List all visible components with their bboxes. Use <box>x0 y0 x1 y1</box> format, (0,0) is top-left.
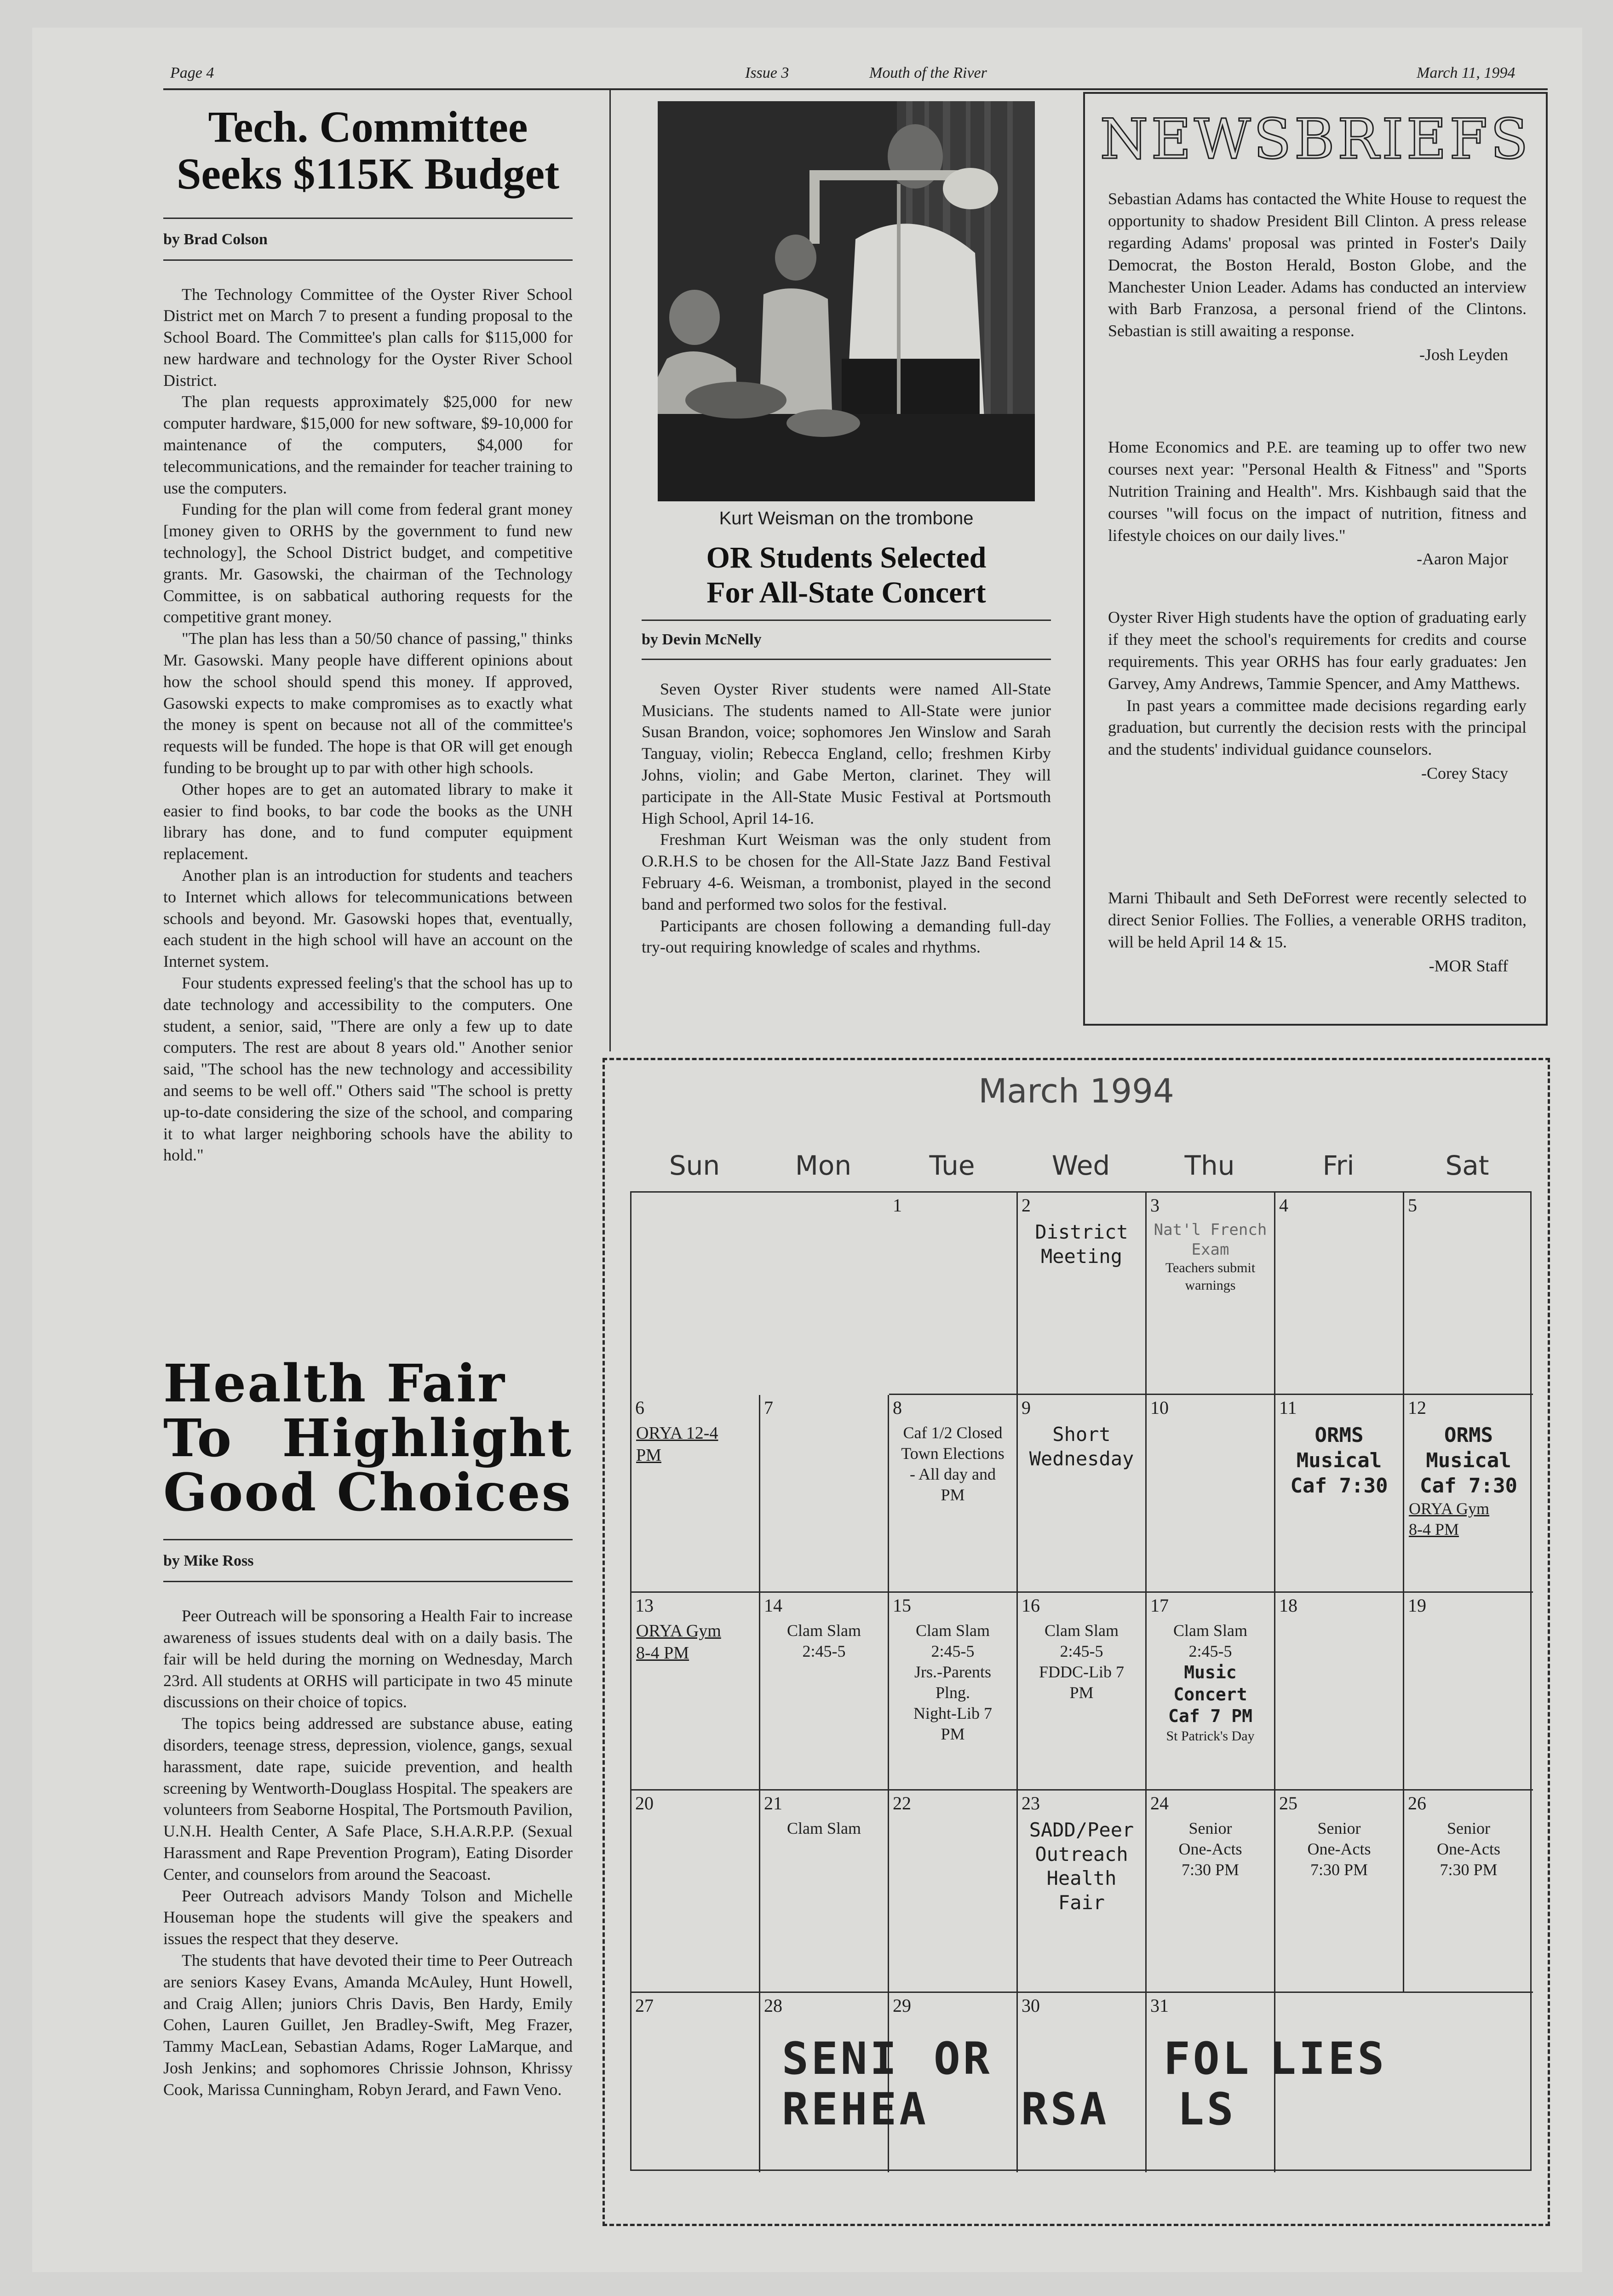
calendar-event-line: ORMS <box>1315 1424 1364 1447</box>
calendar-event-line: Clam Slam <box>787 1819 861 1837</box>
brief-early-grad <box>1108 607 1527 785</box>
calendar-day-number: 28 <box>764 1995 782 2016</box>
calendar-day-number: 1 <box>893 1195 902 1216</box>
calendar-event-line: Clam Slam <box>1045 1621 1119 1640</box>
calendar-day-cell <box>1275 1593 1404 1791</box>
calendar-event-line: warnings <box>1185 1277 1236 1293</box>
tech-body <box>163 284 573 1166</box>
calendar-event-line: 2:45-5 <box>802 1642 846 1660</box>
calendar-event-line: Caf 7 PM <box>1168 1706 1253 1726</box>
tech-rule-top <box>163 218 573 219</box>
calendar-day-cell <box>760 1593 889 1791</box>
calendar-day-number: 25 <box>1279 1793 1297 1814</box>
allstate-headline-1: OR Students Selected <box>706 541 987 574</box>
calendar-event-line: Clam Slam <box>1173 1621 1247 1640</box>
allstate-body <box>642 678 1051 958</box>
calendar-day-cell <box>760 1791 889 1993</box>
calendar-events <box>1018 1423 1145 1471</box>
calendar-event-line: Plng. <box>935 1683 970 1702</box>
calendar-events <box>1147 1620 1274 1745</box>
calendar-event-line: Outreach <box>1035 1843 1128 1866</box>
calendar-day-cell <box>1018 1993 1147 2172</box>
paragraph: Peer Outreach advisors Mandy Tolson and Michelle Houseman hope the students will give the speakers and issues the respect that they deserve. <box>163 1886 573 1948</box>
tech-headline-1: Tech. Committee <box>208 102 528 151</box>
calendar-event-line: Meeting <box>1040 1245 1122 1268</box>
calendar-event-line: Wednesday <box>1029 1447 1134 1470</box>
calendar-event-line: Senior <box>1447 1819 1490 1837</box>
allstate-byline: by Devin McNelly <box>642 631 762 648</box>
calendar-events <box>889 1620 1016 1745</box>
calendar-events <box>1147 1220 1274 1294</box>
calendar-events <box>1147 1818 1274 1880</box>
newsbriefs-box <box>1083 92 1548 1026</box>
calendar-events <box>889 1423 1016 1505</box>
calendar-grid <box>630 1191 1532 2171</box>
day-header-mon: Mon <box>795 1150 852 1181</box>
calendar-day-cell <box>1147 1193 1275 1395</box>
calendar-event-line: Caf 7:30 <box>1290 1474 1388 1498</box>
health-rule-top <box>163 1539 573 1540</box>
calendar-day-cell <box>1018 1395 1147 1593</box>
calendar-day-number: 14 <box>764 1595 782 1616</box>
calendar-events <box>1275 1818 1403 1880</box>
page-number: Page 4 <box>170 64 214 81</box>
calendar-event-line: 7:30 PM <box>1181 1860 1240 1879</box>
calendar-event-line: PM <box>941 1725 965 1743</box>
calendar-day-number: 21 <box>764 1793 782 1814</box>
calendar-day-cell <box>1275 1193 1404 1395</box>
paragraph: The topics being addressed are substance abuse, eating disorders, teenage stress, depression, violence, gangs, sexual harassment, date rape, suicide prevention, and health screening by Wentworth-Douglass Hospital. The speakers are volunteers from Seaborne Hospital, The Portsmouth Pavilion, U.N.H. Health Center, A Safe Place, S.H.A.R.P.P. (Sexual Harassment and Rape Prevention Program), Eating Disorder Center, and counselors from around the Seacoast. <box>163 1714 573 1883</box>
calendar-event-line: PM <box>1069 1683 1094 1702</box>
calendar-event-line: 7:30 PM <box>1440 1860 1498 1879</box>
calendar-event-line: 2:45-5 <box>1188 1642 1232 1660</box>
calendar-event-line: PM <box>636 1445 661 1465</box>
column-divider <box>609 90 611 1051</box>
calendar-day-cell <box>631 1593 760 1791</box>
paragraph: Peer Outreach will be sponsoring a Health Fair to increase awareness of issues students deal with on a daily basis. The fair will be held during the morning on Wednesday, March 23rd. All students at ORHS will participate in two 45 minute discussions on their choice of topics. <box>163 1607 573 1711</box>
calendar-day-cell <box>1018 1193 1147 1395</box>
day-header-wed: Wed <box>1051 1150 1110 1181</box>
calendar-day-number: 15 <box>893 1595 911 1616</box>
paper-name: Mouth of the River <box>869 64 987 81</box>
calendar-day-number: 27 <box>635 1995 654 2016</box>
paragraph: Seven Oyster River students were named All-State Musicians. The students named to All-State were junior Susan Brandon, voice; sophomores Jen Winslow and Sarah Tanguay, violin; Rebecca England, cello; freshmen Kirby Johns, violin; and Gabe Merton, clarinet. They will participate in the All-State Music Festival at Portsmouth High School, April 14-16. <box>642 679 1051 827</box>
calendar-day-cell <box>1404 1193 1533 1395</box>
day-header-fri: Fri <box>1322 1150 1355 1181</box>
health-byline: by Mike Ross <box>163 1552 254 1570</box>
calendar-events <box>1404 1818 1533 1880</box>
calendar-event-line: Night-Lib 7 <box>913 1704 992 1722</box>
page-header <box>170 64 1550 92</box>
tech-article <box>163 103 573 1166</box>
calendar-day-number: 18 <box>1279 1595 1297 1616</box>
paragraph: Funding for the plan will come from federal grant money [money given to ORHS by the government to fund new technology], the School District budget, and competitive grants. Mr. Gasowski, the chairman of the Technology Committee, is on sabbatical authoring requests for the competitive grant money. <box>163 500 573 626</box>
calendar-event-line: Exam <box>1191 1240 1229 1259</box>
calendar-day-number: 17 <box>1150 1595 1169 1616</box>
calendar-event-line: 2:45-5 <box>1060 1642 1103 1660</box>
calendar-day-cell <box>889 1791 1018 1993</box>
trombone-photo <box>658 101 1035 501</box>
calendar-event-line: One-Acts <box>1178 1840 1242 1858</box>
issue-date: March 11, 1994 <box>1417 64 1515 81</box>
tech-byline: by Brad Colson <box>163 230 268 248</box>
calendar-day-number: 2 <box>1022 1195 1031 1216</box>
calendar-event-line: Health <box>1046 1867 1117 1889</box>
calendar-day-cell <box>1404 1593 1533 1791</box>
calendar-day-cell <box>889 1193 1018 1395</box>
calendar-day-number: 13 <box>635 1595 654 1616</box>
calendar-events <box>1018 1818 1145 1915</box>
calendar-event-line: Short <box>1052 1423 1111 1446</box>
calendar-events <box>1018 1620 1145 1703</box>
calendar-day-cell <box>1018 1593 1147 1791</box>
brief-paragraph: In past years a committee made decisions regarding early graduation, but currently the decision rests with the principal and the students' individual guidance counselors. <box>1108 696 1527 759</box>
calendar-event-line: Clam Slam <box>787 1621 861 1640</box>
day-header-tue: Tue <box>929 1150 975 1181</box>
brief-paragraph: Sebastian Adams has contacted the White House to request the opportunity to shadow President Bill Clinton. A press release regarding Adams' proposal was printed in Foster's Daily Democrat, the Boston Herald, Boston Globe, and the Manchester Union Leader. Adams has conducted an interview with Barb Franzosa, a personal friend of the Clintons. Sebastian is still awaiting a response. <box>1108 189 1527 340</box>
rehearsal-word-3c: LS <box>1177 2084 1236 2135</box>
calendar-event-line: One-Acts <box>1437 1840 1500 1858</box>
calendar-day-number: 30 <box>1022 1995 1040 2016</box>
paragraph: The plan requests approximately $25,000 for new computer hardware, $15,000 for new software, $9-10,000 for maintenance of the computers, $4,000 for telecommunications, and the remainder for teacher training to use the computers. <box>163 392 573 497</box>
issue-number: Issue 3 <box>745 64 789 81</box>
rehearsal-word-1b: OR <box>934 2033 993 2084</box>
calendar-day-number: 12 <box>1408 1397 1426 1418</box>
allstate-rule-bottom <box>642 659 1051 660</box>
calendar-event-line: Musical <box>1296 1449 1382 1472</box>
calendar-event-line: Caf 7:30 <box>1420 1474 1517 1498</box>
rehearsal-word-3a: REHEA <box>782 2084 929 2135</box>
calendar-day-cell <box>1147 1791 1275 1993</box>
health-headline-2b: Highlight <box>282 1408 573 1469</box>
calendar-day-number: 9 <box>1022 1397 1031 1418</box>
calendar-day-cell <box>1404 1791 1533 1993</box>
calendar-events <box>631 1423 759 1466</box>
allstate-headline-2: For All-State Concert <box>706 575 986 609</box>
paragraph: Another plan is an introduction for students and teachers to Internet which allows for telecommunications between schools and beyond. Mr. Gasowski hopes that, eventually, each student in the high school will have an account on the Internet system. <box>163 866 573 971</box>
brief-signature: -MOR Staff <box>1429 956 1508 975</box>
day-header-sun: Sun <box>669 1150 720 1181</box>
calendar-event-line: ORMS <box>1444 1424 1493 1447</box>
calendar-day-cell <box>1404 1395 1533 1593</box>
calendar-day-cell <box>1147 1593 1275 1791</box>
brief-signature: -Josh Leyden <box>1419 345 1508 364</box>
rehearsal-word-3b: RSA <box>1021 2084 1109 2135</box>
rehearsal-word-2a: FOL <box>1164 2033 1252 2084</box>
rehearsal-word-1a: SENI <box>782 2033 900 2084</box>
calendar-day-cell <box>889 1593 1018 1791</box>
calendar-event-line: FDDC-Lib 7 <box>1039 1663 1124 1681</box>
brief-paragraph: Oyster River High students have the option of graduating early if they meet the school's requirements for credits and course requirements. This year ORHS has four early graduates: Jen Garvey, Amy Andrews, Tammie Spencer, and Amy Matthews. <box>1108 608 1527 693</box>
paragraph: Participants are chosen following a demanding full-day try-out requiring knowledge of scales and rhythms. <box>642 916 1051 957</box>
calendar-day-number: 31 <box>1150 1995 1169 2016</box>
paragraph: The Technology Committee of the Oyster River School District met on March 7 to present a funding proposal to the School Board. The Committee's plan calls for $115,000 for new hardware and technology for the Oyster River School District. <box>163 285 573 390</box>
calendar-event-line: Jrs.-Parents <box>914 1663 991 1681</box>
calendar-events <box>1404 1423 1533 1540</box>
calendar-event-line: ORYA 12-4 <box>636 1424 718 1443</box>
calendar-event-line: Senior <box>1188 1819 1232 1837</box>
calendar-day-number: 11 <box>1279 1397 1297 1418</box>
calendar-day-number: 20 <box>635 1793 654 1814</box>
calendar-events <box>631 1620 759 1664</box>
paragraph: Four students expressed feeling's that the school has up to date technology and accessibility to the computers. One student, a senior, said, "There are only a few up to date computers. The rest are about 8 years old." Another senior said, "The school has the new technology and accessibility and seems to be well off." Others said "The school is pretty up-to-date considering the size of the school, and comparing it to what larger neighboring schools have the ability to hold." <box>163 974 573 1165</box>
calendar-event-line: St Patrick's Day <box>1166 1728 1255 1744</box>
calendar-day-cell <box>1147 1395 1275 1593</box>
calendar-events <box>760 1818 888 1839</box>
tech-rule-bottom <box>163 259 573 261</box>
calendar-event-line: 2:45-5 <box>931 1642 975 1660</box>
brief-white-house <box>1108 188 1527 366</box>
calendar-day-cell <box>1018 1791 1147 1993</box>
calendar-day-number: 19 <box>1408 1595 1426 1616</box>
calendar-event-line: 7:30 PM <box>1310 1860 1368 1879</box>
health-headline-2a: To <box>163 1408 233 1469</box>
calendar-events <box>1275 1423 1403 1498</box>
calendar-event-line: SADD/Peer <box>1029 1819 1134 1841</box>
calendar-day-cell <box>631 1993 760 2172</box>
calendar-day-number: 24 <box>1150 1793 1169 1814</box>
calendar-day-cell <box>1275 1791 1404 1993</box>
paragraph: The students that have devoted their time to Peer Outreach are seniors Kasey Evans, Amanda McAuley, Hunt Howell, and Craig Allen; juniors Chris Davis, Ben Hardy, Emily Cohen, Lauren Guillet, Jen Bradley-Swift, Meg Frazer, Tammy MacLean, Sebastian Adams, Roger LaMarque, and Josh Jenkins; and sophomores Chrissie Johnson, Khrissy Cook, Marissa Cunningham, Robyn Jerard, and Fawn Veno. <box>163 1951 573 2099</box>
newsbriefs-title: NEWSBRIEFS <box>1100 108 1531 172</box>
calendar-event-line: Senior <box>1317 1819 1361 1837</box>
calendar-event-line: Town Elections <box>901 1444 1005 1463</box>
health-headline-1: Health Fair <box>163 1354 506 1414</box>
paragraph: Freshman Kurt Weisman was the only student from O.R.H.S to be chosen for the All-State Jazz Band Festival February 4-6. Weisman, a trombonist, played in the second band and performed two solos for the festival. <box>642 830 1051 913</box>
calendar-day-number: 5 <box>1408 1195 1417 1216</box>
calendar-day-number: 23 <box>1022 1793 1040 1814</box>
calendar-event-line: Caf 1/2 Closed <box>903 1424 1003 1442</box>
brief-signature: -Aaron Major <box>1417 550 1508 568</box>
photo-caption: Kurt Weisman on the trombone <box>719 508 974 528</box>
health-headline-3: Good Choices <box>163 1463 572 1523</box>
calendar-event-line: Musical <box>1426 1449 1511 1472</box>
calendar-day-cell <box>889 1395 1018 1593</box>
calendar-event-line: Teachers submit <box>1165 1260 1256 1275</box>
calendar-title: March 1994 <box>978 1072 1174 1110</box>
calendar-events <box>1018 1220 1145 1269</box>
health-rule-bottom <box>163 1581 573 1582</box>
calendar-day-cell <box>760 1395 889 1593</box>
calendar-event-line: Clam Slam <box>916 1621 990 1640</box>
calendar-day-number: 22 <box>893 1793 911 1814</box>
calendar-event-line: One-Acts <box>1307 1840 1371 1858</box>
calendar-day-number: 29 <box>893 1995 911 2016</box>
calendar-event-line: ORYA Gym <box>636 1621 721 1641</box>
calendar-day-number: 4 <box>1279 1195 1288 1216</box>
brief-home-ec <box>1108 436 1527 570</box>
calendar-day-number: 3 <box>1150 1195 1160 1216</box>
calendar-day-number: 8 <box>893 1397 902 1418</box>
calendar-day-number: 26 <box>1408 1793 1426 1814</box>
brief-senior-follies <box>1108 887 1527 977</box>
day-header-sat: Sat <box>1445 1150 1489 1181</box>
calendar-events <box>760 1620 888 1662</box>
health-article <box>163 1354 573 2100</box>
calendar-event-line: Concert <box>1173 1684 1247 1705</box>
paragraph: "The plan has less than a 50/50 chance of passing," thinks Mr. Gasowski. Many people have different opinions about how the school should spend this money. If approved, Gasowski expects to make compromises as to exactly what the money is spent on because not all of the committee's requests will be funded. The hope is that OR will get enough funding to be brought up to par with other high schools. <box>163 629 573 777</box>
calendar-event-line: Nat'l French <box>1154 1221 1267 1239</box>
calendar-day-cell <box>1275 1395 1404 1593</box>
calendar-event-line: PM <box>941 1486 965 1504</box>
calendar-event-line: 8-4 PM <box>1409 1520 1459 1538</box>
calendar-event-line: Music <box>1184 1662 1237 1682</box>
calendar-day-number: 7 <box>764 1397 773 1418</box>
allstate-rule-top <box>642 620 1051 621</box>
calendar-event-line: District <box>1035 1221 1128 1243</box>
allstate-article <box>642 540 1051 958</box>
day-header-thu: Thu <box>1184 1150 1235 1181</box>
calendar-event-line: - All day and <box>910 1465 996 1483</box>
calendar-event-line: Fair <box>1058 1891 1105 1914</box>
calendar-day-number: 6 <box>635 1397 644 1418</box>
brief-paragraph: Marni Thibault and Seth DeForrest were recently selected to direct Senior Follies. The Follies, a venerable ORHS traditon, will be held April 14 & 15. <box>1108 889 1527 951</box>
calendar-day-number: 16 <box>1022 1595 1040 1616</box>
paragraph: Other hopes are to get an automated library to make it easier to find books, to bar code the books as the UNH library has done, and to fund computer equipment replacement. <box>163 780 573 863</box>
header-rule <box>163 88 1548 90</box>
calendar-event-line: ORYA Gym <box>1409 1499 1490 1518</box>
rehearsal-word-2b: LIES <box>1269 2033 1387 2084</box>
tech-headline-2: Seeks $115K Budget <box>176 149 560 198</box>
calendar-day-number: 10 <box>1150 1397 1169 1418</box>
calendar-event-line: 8-4 PM <box>636 1643 689 1663</box>
brief-paragraph: Home Economics and P.E. are teaming up to offer two new courses next year: "Personal Health & Fitness" and "Sports Nutrition Training and Health". Mrs. Kishbaugh said that the courses "will focus on the impact of nutrition, fitness and lifestyle choices on our daily lives." <box>1108 438 1527 545</box>
calendar-day-cell <box>631 1395 760 1593</box>
calendar-day-cell <box>631 1791 760 1993</box>
health-body <box>163 1605 573 2100</box>
brief-signature: -Corey Stacy <box>1421 764 1508 783</box>
